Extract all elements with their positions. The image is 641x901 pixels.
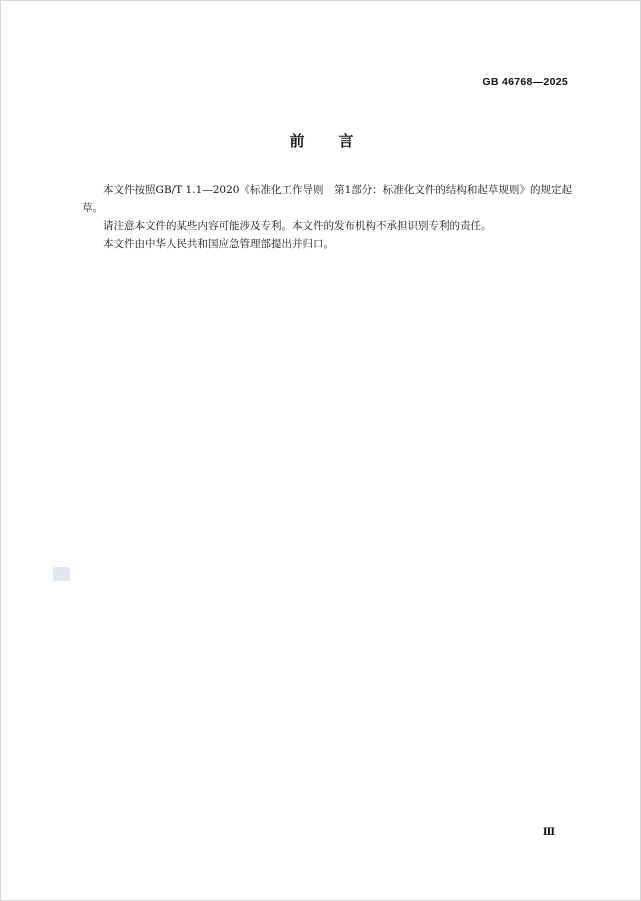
page-title: 前言 [289,132,388,150]
paragraph-proposer: 本文件由中华人民共和国应急管理部提出并归口。 [103,238,334,250]
paragraph-patent-notice: 请注意本文件的某些内容可能涉及专利。本文件的发布机构不承担识别专利的责任。 [103,220,492,232]
page-number: Ⅲ [542,827,555,838]
paragraph-drafting-rules: 本文件按照GB/T 1.1—2020《标准化工作导则 第1部分：标准化文件的结构和起草规则》的规定起草。 [82,184,572,214]
foreword-body [82,181,572,253]
standard-code: GB 46768—2025 [482,76,568,88]
watermark-logo-icon [53,567,70,581]
